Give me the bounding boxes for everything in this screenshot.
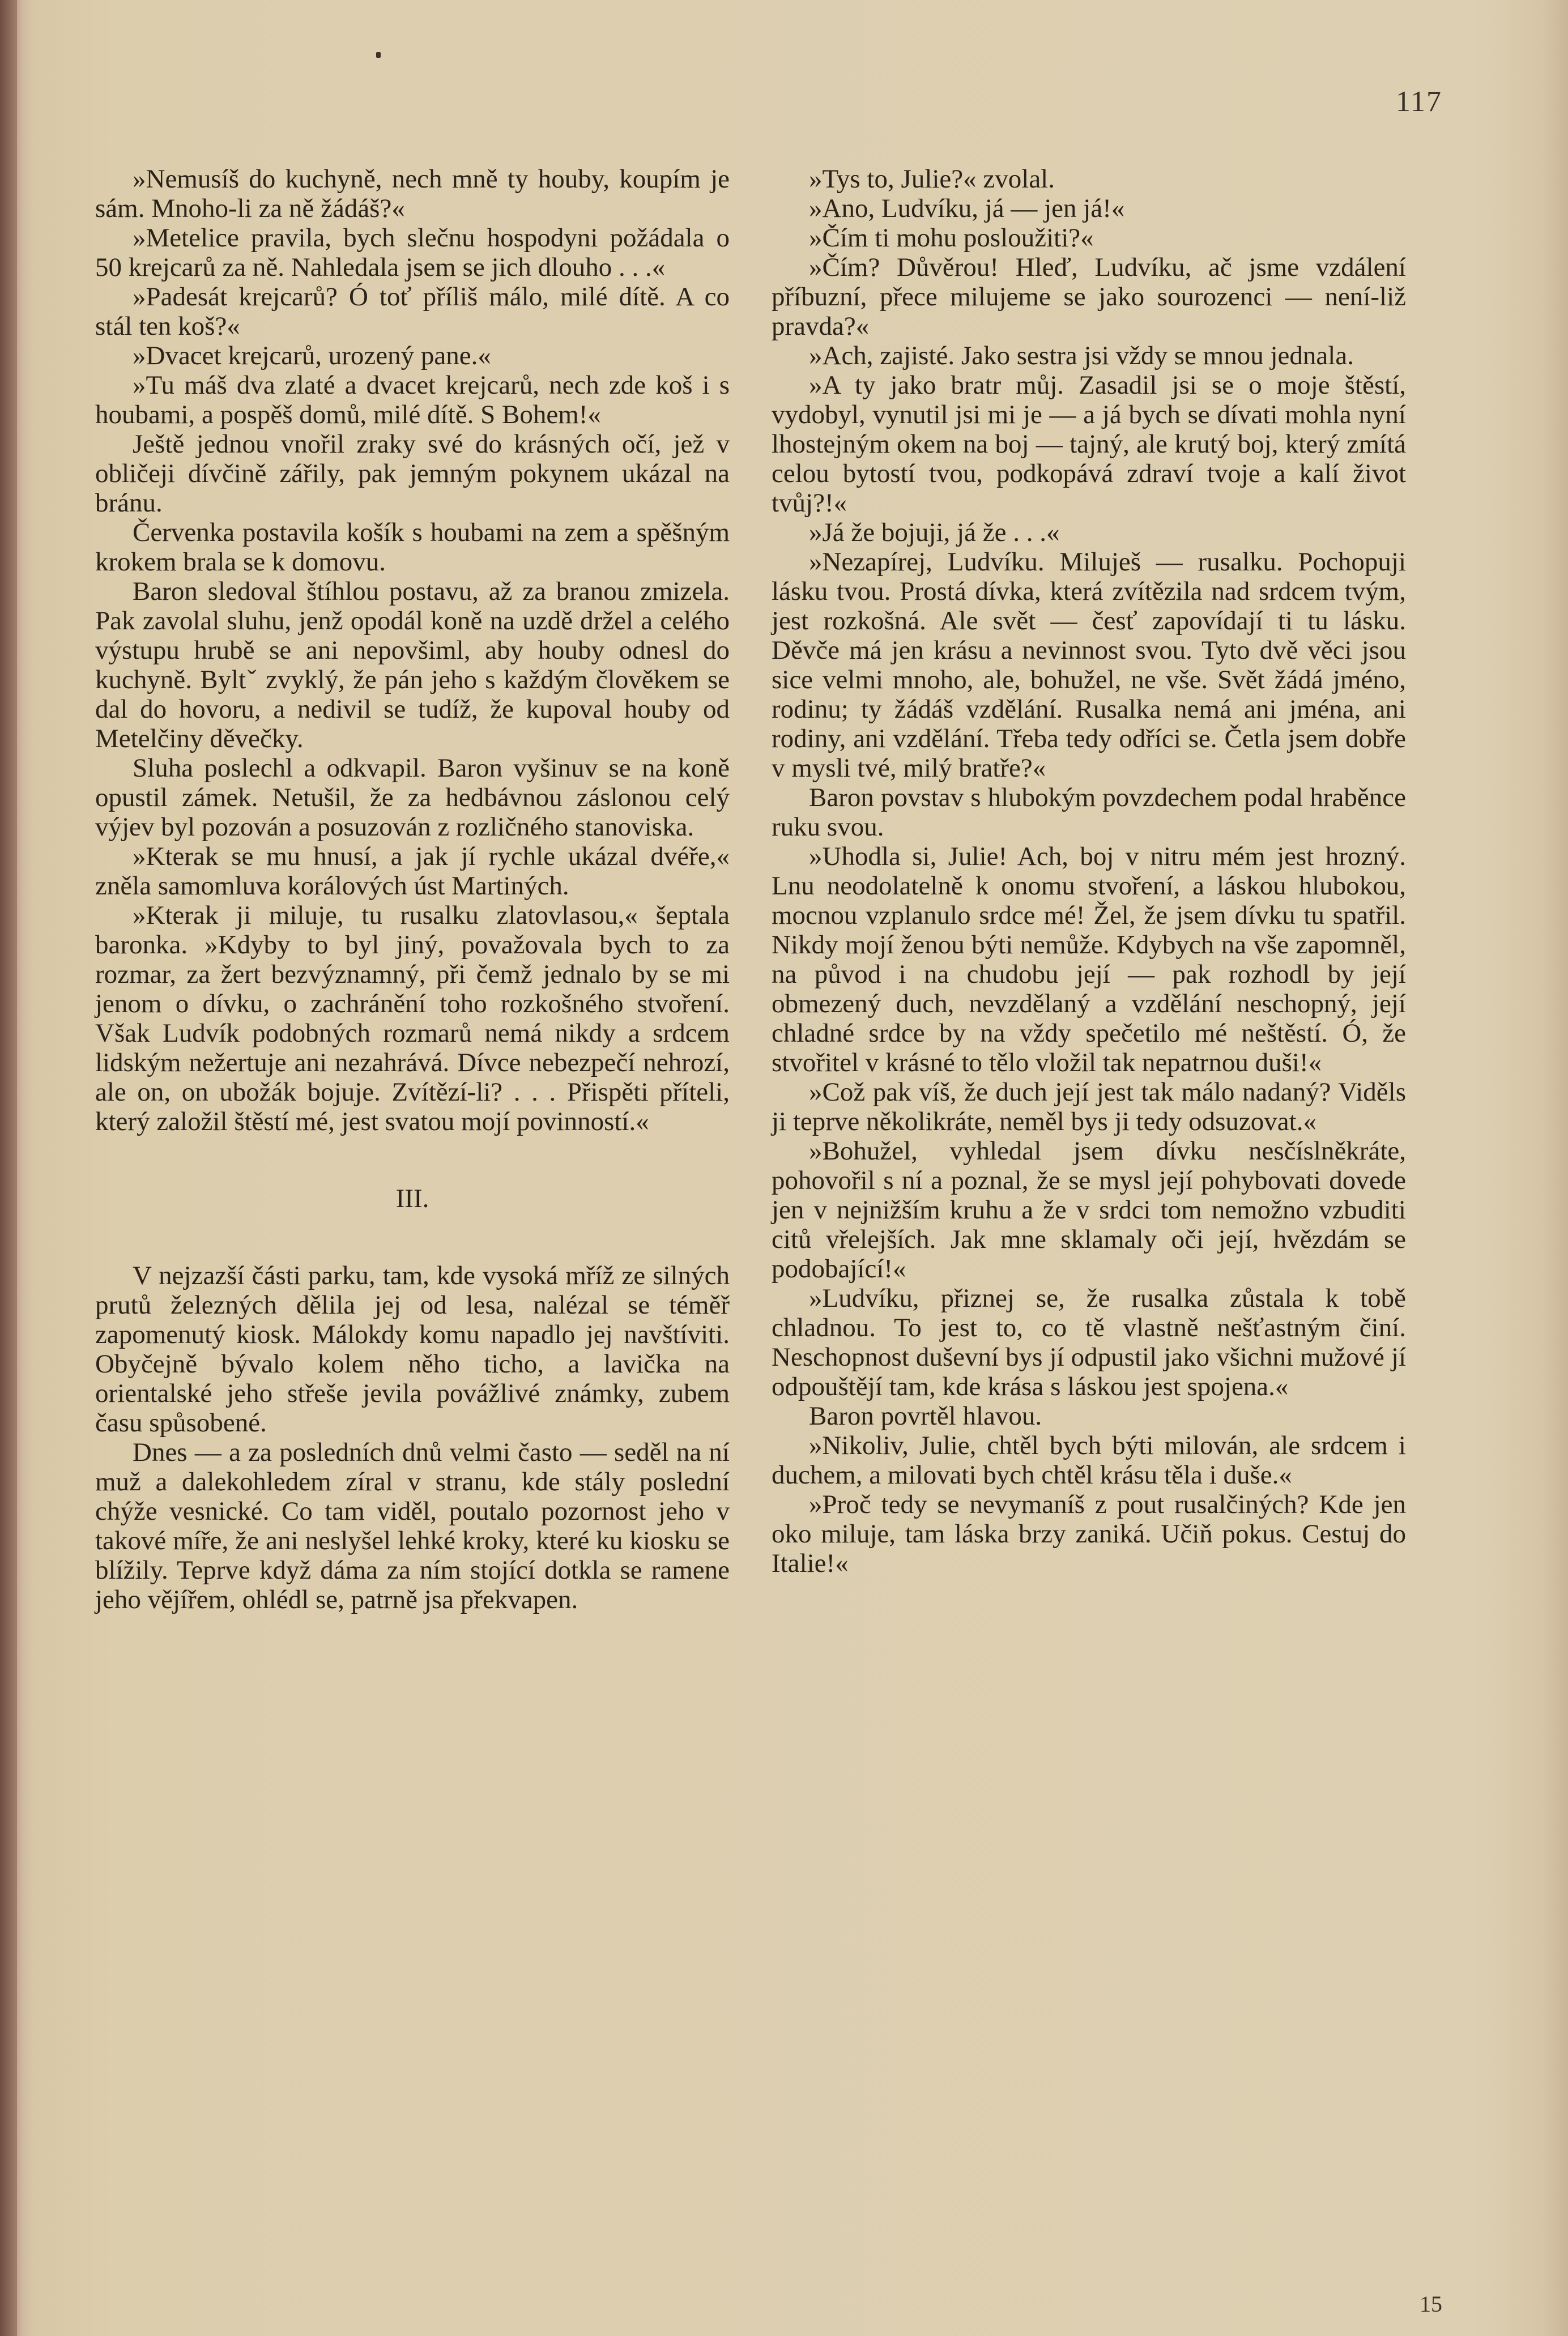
printer-signature: 15 bbox=[1420, 2291, 1442, 2317]
paragraph: Baron povstav s hlubokým povzdechem podal hraběnce ruku svou. bbox=[772, 783, 1406, 842]
paragraph: »Tys to, Julie?« zvolal. bbox=[809, 164, 1055, 194]
paragraph: »Nemusíš do kuchyně, nech mně ty houby, koupím je sám. Mnoho-li za ně žádáš?« bbox=[95, 164, 730, 223]
paragraph: »Nikoliv, Julie, chtěl bych býti milován, ale srdcem i duchem, a milovati bych chtěl krásu těla i duše.« bbox=[772, 1431, 1406, 1490]
paragraph: »Čím? Důvěrou! Hleď, Ludvíku, ač jsme vzdálení příbuzní, přece milujeme se jako sourozenci — není-liž pravda?« bbox=[772, 253, 1406, 341]
paragraph: »Čím ti mohu posloužiti?« bbox=[809, 223, 1094, 253]
book-spine bbox=[0, 0, 17, 2336]
paragraph: »Tu máš dva zlaté a dvacet krejcarů, nech zde koš i s houbami, a pospěš domů, milé dítě. S Bohem!« bbox=[95, 370, 730, 429]
paragraph: Červenka postavila košík s houbami na zem a spěšným krokem brala se k domovu. bbox=[95, 518, 730, 577]
paragraph: V nejzazší části parku, tam, kde vysoká mříž ze silných prutů železných dělila jej od lesa, nalézal se téměř zapomenutý kiosk. Málokdy komu napadlo jej navštíviti. Obyčejně bývalo kolem něho ticho, a lavička na orientalské jeho střeše jevila povážlivé známky, zubem času spůsobené. bbox=[95, 1261, 730, 1438]
paragraph: »Kterak ji miluje, tu rusalku zlatovlasou,« šeptala baronka. »Kdyby to byl jiný, považovala bych to za rozmar, za žert bezvýznamný, při čemž jednalo by se mi jenom o dívku, o zachránění toho rozkošného stvoření. Však Ludvík podobných rozmarů nemá nikdy a srdcem lidským nežertuje ani nezahrává. Dívce nebezpečí nehrozí, ale on, on ubožák bojuje. Zvítězí-li? . . . Přispěti příteli, který založil štěstí mé, jest svatou mojí povinností.« bbox=[95, 901, 730, 1136]
paragraph: »Ach, zajisté. Jako sestra jsi vždy se mnou jednala. bbox=[809, 341, 1354, 370]
paragraph: »Kterak se mu hnusí, a jak jí rychle ukázal dvéře,« zněla samomluva korálových úst Martiných. bbox=[95, 842, 730, 901]
paragraph: »Což pak víš, že duch její jest tak málo nadaný? Viděls ji teprve několikráte, neměl bys ji tedy odsuzovat.« bbox=[772, 1077, 1406, 1136]
paragraph: »Padesát krejcarů? Ó toť příliš málo, milé dítě. A co stál ten koš?« bbox=[95, 282, 730, 341]
paragraph: »Nezapírej, Ludvíku. Miluješ — rusalku. Pochopuji lásku tvou. Prostá dívka, která zvítězila nad srdcem tvým, jest rozkošná. Ale svět — česť zapovídají ti tu lásku. Děvče má jen krásu a nevinnost svou. Tyto dvě věci jsou sice velmi mnoho, ale, bohužel, ne vše. Svět žádá jméno, rodinu; ty žádáš vzdělání. Rusalka nemá ani jména, ani rodiny, ani vzdělání. Třeba tedy odříci se. Četla jsem dobře v mysli tvé, milý bratře?« bbox=[772, 547, 1406, 783]
ink-speck bbox=[376, 52, 381, 58]
paragraph: Ještě jednou vnořil zraky své do krásných očí, jež v obličeji dívčině zářily, pak jemným pokynem ukázal na bránu. bbox=[95, 429, 730, 518]
paragraph: »Bohužel, vyhledal jsem dívku nesčíslněkráte, pohovořil s ní a poznal, že se mysl její pohybovati dovede jen v nejnižším kruhu a že v srdci tom nemožno vzbuditi citů vřelejších. Jak mne sklamaly oči její, hvězdám se podobající!« bbox=[772, 1136, 1406, 1284]
paragraph: Baron povrtěl hlavou. bbox=[809, 1401, 1042, 1431]
left-column bbox=[95, 164, 730, 1614]
paragraph: »Proč tedy se nevymaníš z pout rusalčiných? Kde jen oko miluje, tam láska brzy zaniká. Učiň pokus. Cestuj do Italie!« bbox=[772, 1490, 1406, 1578]
paragraph: »Metelice pravila, bych slečnu hospodyni požádala o 50 krejcarů za ně. Nahledala jsem se jich dlouho . . .« bbox=[95, 223, 730, 282]
paragraph: Baron sledoval štíhlou postavu, až za branou zmizela. Pak zavolal sluhu, jenž opodál koně na uzdě držel a celého výstupu hrubě se ani nepovšiml, aby houby odnesl do kuchyně. Byltˇ zvyklý, že pán jeho s každým člověkem se dal do hovoru, a nedivil se tudíž, že kupoval houby od Metelčiny děvečky. bbox=[95, 577, 730, 753]
paragraph: »A ty jako bratr můj. Zasadil jsi se o moje štěstí, vydobyl, vynutil jsi mi je — a já bych se dívati mohla nyní lhostejným okem na boj — tajný, ale krutý boj, který zmítá celou bytostí tvou, podkopává zdraví tvoje a kalí život tvůj?!« bbox=[772, 370, 1406, 518]
paragraph: Sluha poslechl a odkvapil. Baron vyšinuv se na koně opustil zámek. Netušil, že za hedbávnou záslonou celý výjev byl pozován a posuzován z rozličného stanoviska. bbox=[95, 753, 730, 842]
right-column bbox=[772, 164, 1406, 1578]
paragraph: »Já že bojuji, já že . . .« bbox=[809, 518, 1060, 547]
page-number: 117 bbox=[1395, 86, 1442, 118]
paragraph: »Dvacet krejcarů, urozený pane.« bbox=[133, 341, 491, 370]
paragraph: »Ludvíku, přiznej se, že rusalka zůstala k tobě chladnou. To jest to, co tě vlastně nešťastným činí. Neschopnost duševní bys jí odpustil jako všichni mužové jí odpouštějí tam, kde krása s láskou jest spojena.« bbox=[772, 1284, 1406, 1401]
paragraph: Dnes — a za posledních dnů velmi často — seděl na ní muž a dalekohledem zíral v stranu, kde stály poslední chýže vesnické. Co tam viděl, poutalo pozornost jeho v takové míře, že ani neslyšel lehké kroky, které ku kiosku se blížily. Teprve když dáma za ním stojící dotkla se ramene jeho vějířem, ohlédl se, patrně jsa překvapen. bbox=[95, 1438, 730, 1614]
section-heading: III. bbox=[395, 1184, 429, 1213]
paragraph: »Uhodla si, Julie! Ach, boj v nitru mém jest hrozný. Lnu neodolatelně k onomu stvoření, a láskou hlubokou, mocnou vzplanulo srdce mé! Žel, že jsem dívku tu spatřil. Nikdy mojí ženou býti nemůže. Kdybych na vše zapomněl, na původ i na chudobu její — pak rozhodl by její obmezený duch, nevzdělaný a vzdělání neschopný, její chladné srdce by na vždy spečetilo mé neštěstí. Ó, že stvořitel v krásné to tělo vložil tak nepatrnou duši!« bbox=[772, 842, 1406, 1077]
paragraph: »Ano, Ludvíku, já — jen já!« bbox=[809, 194, 1125, 223]
